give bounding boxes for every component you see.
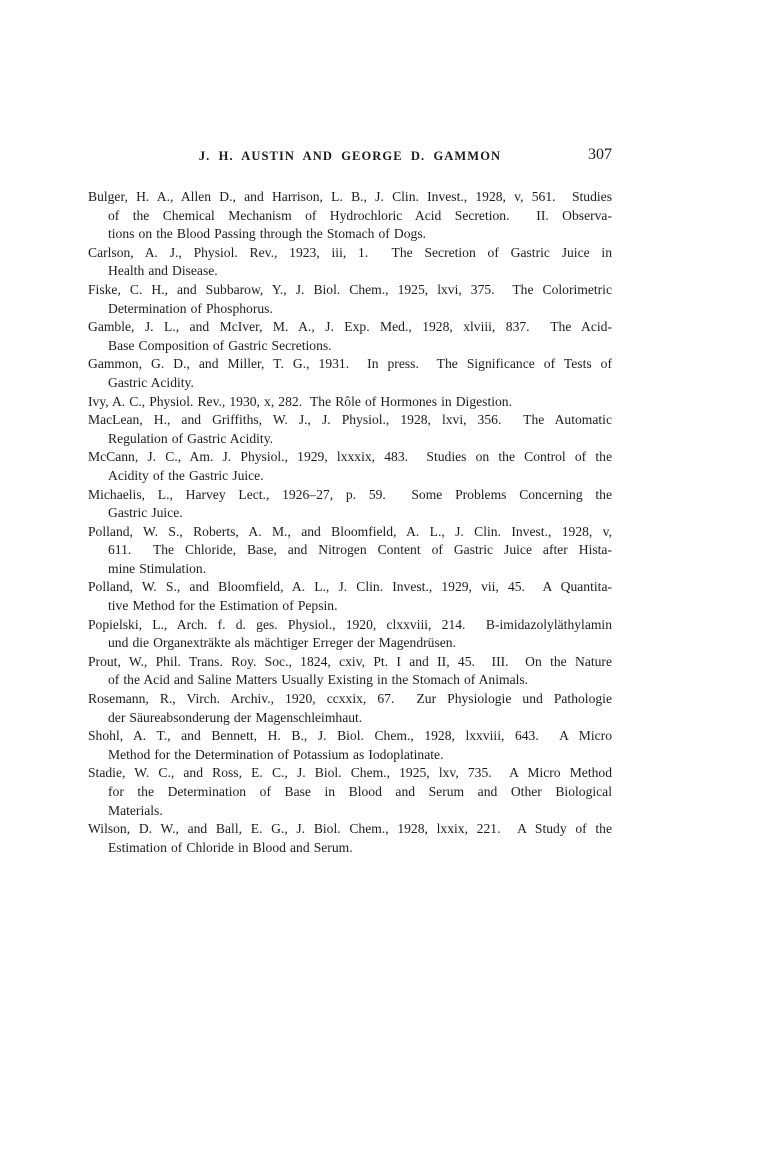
reference-entry xyxy=(88,448,612,485)
reference-line: 611. The Chloride, Base, and Nitrogen Content of Gastric Juice after Hista- xyxy=(108,542,612,558)
reference-line: Wilson, D. W., and Ball, E. G., J. Biol. Chem., 1928, lxxix, 221. A Study of the xyxy=(88,821,612,837)
page-header xyxy=(88,146,612,164)
reference-entry xyxy=(88,393,612,412)
reference-line: Base Composition of Gastric Secretions. xyxy=(108,337,332,353)
reference-entry xyxy=(88,281,612,318)
reference-entry xyxy=(88,653,612,690)
reference-line: Materials. xyxy=(108,802,163,818)
reference-line: Popielski, L., Arch. f. d. ges. Physiol., 1920, clxxviii, 214. B-imidazolyläthylamin xyxy=(88,616,612,632)
reference-entry xyxy=(88,411,612,448)
reference-line: Fiske, C. H., and Subbarow, Y., J. Biol. Chem., 1925, lxvi, 375. The Colorimetric xyxy=(88,281,612,297)
reference-line: Ivy, A. C., Physiol. Rev., 1930, x, 282. The Rôle of Hormones in Digestion. xyxy=(88,393,512,409)
reference-line: Prout, W., Phil. Trans. Roy. Soc., 1824, cxiv, Pt. I and II, 45. III. On the Nature xyxy=(88,653,612,669)
reference-line: Gastric Acidity. xyxy=(108,374,194,390)
reference-line: Health and Disease. xyxy=(108,263,218,279)
reference-line: of the Chemical Mechanism of Hydrochloric Acid Secretion. II. Observa- xyxy=(108,207,612,223)
reference-line: Polland, W. S., and Bloomfield, A. L., J. Clin. Invest., 1929, vii, 45. A Quantita- xyxy=(88,579,612,595)
reference-line: of the Acid and Saline Matters Usually Existing in the Stomach of Animals. xyxy=(108,672,529,688)
reference-entry xyxy=(88,244,612,281)
reference-line: for the Determination of Base in Blood and Serum and Other Biological xyxy=(108,784,612,799)
reference-line: Gamble, J. L., and McIver, M. A., J. Exp. Med., 1928, xlviii, 837. The Acid- xyxy=(88,319,612,335)
reference-entry xyxy=(88,188,612,244)
reference-line: mine Stimulation. xyxy=(108,560,207,576)
reference-entry xyxy=(88,764,612,820)
reference-line: Polland, W. S., Roberts, A. M., and Bloomfield, A. L., J. Clin. Invest., 1928, v, xyxy=(88,523,612,539)
reference-line: Carlson, A. J., Physiol. Rev., 1923, iii, 1. The Secretion of Gastric Juice in xyxy=(88,244,612,260)
reference-line: Shohl, A. T., and Bennett, H. B., J. Biol. Chem., 1928, lxxviii, 643. A Micro xyxy=(88,728,612,744)
reference-line: Acidity of the Gastric Juice. xyxy=(108,467,264,483)
reference-line: der Säureabsonderung der Magenschleimhaut. xyxy=(108,709,363,725)
reference-line: und die Organexträkte als mächtiger Erreger der Magendrüsen. xyxy=(108,635,456,651)
reference-entry xyxy=(88,318,612,355)
reference-line: Determination of Phosphorus. xyxy=(108,300,273,316)
reference-line: Regulation of Gastric Acidity. xyxy=(108,430,274,446)
reference-line: Estimation of Chloride in Blood and Serum. xyxy=(108,839,353,855)
reference-line: Rosemann, R., Virch. Archiv., 1920, ccxxix, 67. Zur Physiologie und Pathologie xyxy=(88,691,612,707)
reference-entry xyxy=(88,486,612,523)
reference-entry xyxy=(88,727,612,764)
reference-list xyxy=(88,188,612,857)
reference-entry xyxy=(88,820,612,857)
reference-entry xyxy=(88,578,612,615)
page-number: 307 xyxy=(588,146,612,163)
reference-line: tive Method for the Estimation of Pepsin. xyxy=(108,598,338,614)
reference-entry xyxy=(88,523,612,579)
reference-entry xyxy=(88,690,612,727)
reference-line: Method for the Determination of Potassium as Iodoplatinate. xyxy=(108,746,444,762)
reference-line: McCann, J. C., Am. J. Physiol., 1929, lxxxix, 483. Studies on the Control of the xyxy=(88,449,612,465)
reference-line: Gastric Juice. xyxy=(108,505,183,521)
reference-line: Gammon, G. D., and Miller, T. G., 1931. In press. The Significance of Tests of xyxy=(88,356,612,372)
reference-line: MacLean, H., and Griffiths, W. J., J. Physiol., 1928, lxvi, 356. The Automatic xyxy=(88,412,612,428)
reference-entry xyxy=(88,616,612,653)
reference-entry xyxy=(88,355,612,392)
reference-line: Bulger, H. A., Allen D., and Harrison, L. B., J. Clin. Invest., 1928, v, 561. Studies xyxy=(88,189,612,204)
reference-line: tions on the Blood Passing through the Stomach of Dogs. xyxy=(108,226,427,242)
running-title: J. H. AUSTIN AND GEORGE D. GAMMON xyxy=(198,149,502,163)
reference-line: Michaelis, L., Harvey Lect., 1926–27, p. 59. Some Problems Concerning the xyxy=(88,486,612,502)
reference-line: Stadie, W. C., and Ross, E. C., J. Biol. Chem., 1925, lxv, 735. A Micro Method xyxy=(88,765,612,781)
